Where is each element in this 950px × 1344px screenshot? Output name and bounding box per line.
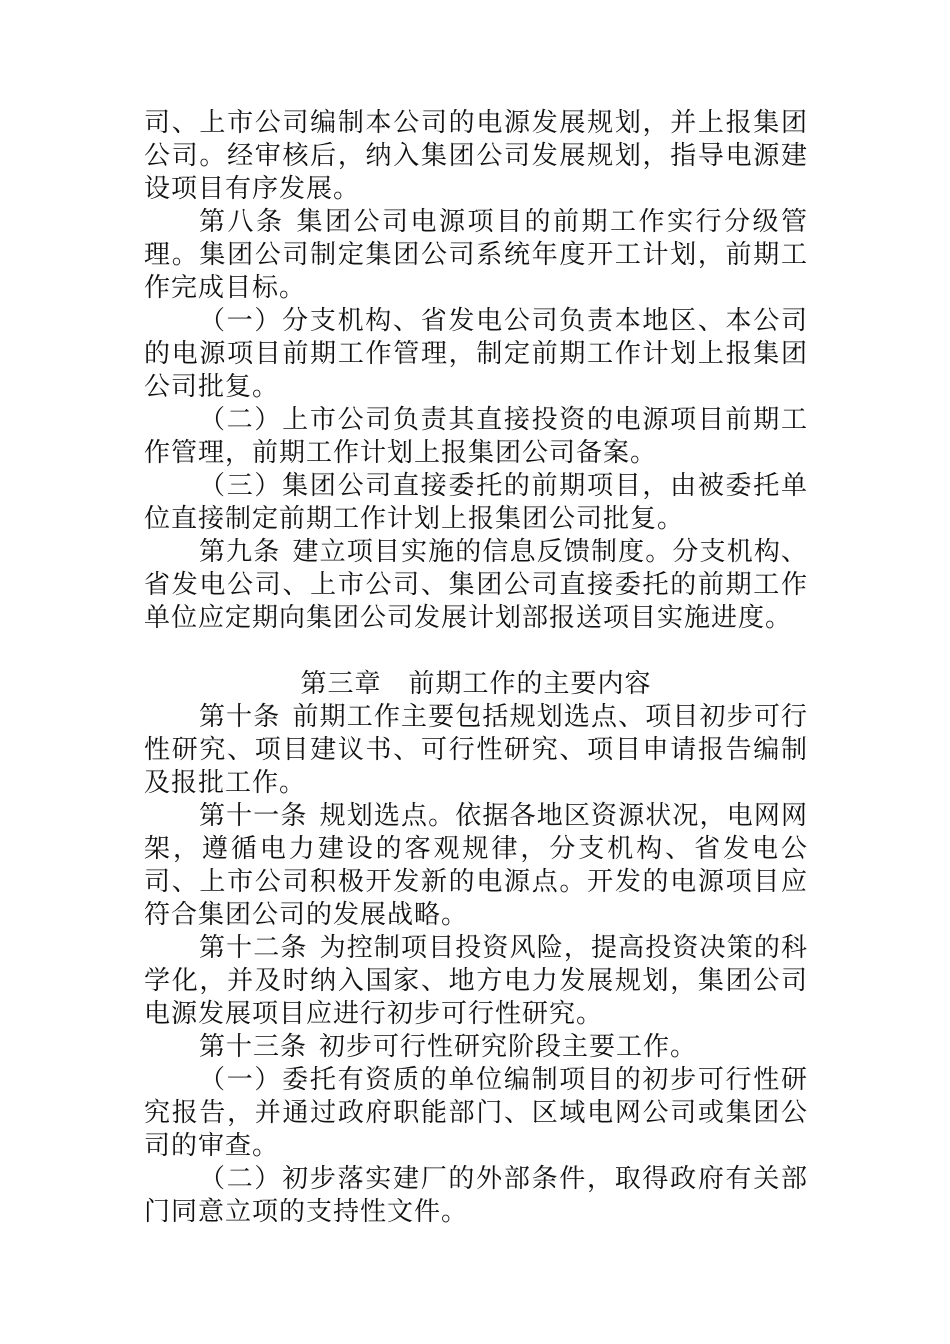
paragraph-text: （一）委托有资质的单位编制项目的初步可行性研究报告，并通过政府职能部门、区域电网公司或集团公司的审查。 (144, 1065, 808, 1161)
article-13-item-2 (144, 1163, 808, 1229)
paragraph-text: 前期工作主要包括规划选点、项目初步可行性研究、项目建议书、可行性研究、项目申请报告编制及报批工作。 (144, 702, 808, 798)
article-label: 第十条 (199, 702, 281, 732)
article-8 (144, 206, 808, 305)
paragraph-text: 规划选点。依据各地区资源状况，电网网架，遵循电力建设的客观规律，分支机构、省发电公司、上市公司积极开发新的电源点。开发的电源项目应符合集团公司的发展战略。 (144, 801, 808, 930)
paragraph-continuation (144, 107, 808, 206)
paragraph-text: （一）分支机构、省发电公司负责本地区、本公司的电源项目前期工作管理，制定前期工作计划上报集团公司批复。 (144, 306, 808, 402)
article-10 (144, 701, 808, 800)
article-label: 第十二条 (199, 933, 308, 963)
article-13 (144, 1031, 808, 1064)
paragraph-text: （三）集团公司直接委托的前期项目，由被委托单位直接制定前期工作计划上报集团公司批复。 (144, 471, 808, 534)
chapter-heading: 第三章 前期工作的主要内容 (300, 669, 652, 699)
article-label: 第九条 (199, 537, 281, 567)
article-11 (144, 800, 808, 932)
paragraph-text: 集团公司电源项目的前期工作实行分级管理。集团公司制定集团公司系统年度开工计划，前期工作完成目标。 (144, 207, 808, 303)
paragraph-text: （二）初步落实建厂的外部条件，取得政府有关部门同意立项的支持性文件。 (144, 1164, 808, 1227)
article-9 (144, 536, 808, 635)
article-label: 第十三条 (199, 1032, 308, 1062)
article-8-item-2 (144, 404, 808, 470)
paragraph-text: 为控制项目投资风险，提高投资决策的科学化，并及时纳入国家、地方电力发展规划，集团公司电源发展项目应进行初步可行性研究。 (144, 933, 808, 1029)
article-12 (144, 932, 808, 1031)
article-8-item-1 (144, 305, 808, 404)
article-13-item-1 (144, 1064, 808, 1163)
article-label: 第八条 (199, 207, 285, 237)
paragraph-text: 初步可行性研究阶段主要工作。 (319, 1032, 698, 1062)
paragraph-text: （二）上市公司负责其直接投资的电源项目前期工作管理，前期工作计划上报集团公司备案。 (144, 405, 808, 468)
article-label: 第十一条 (199, 801, 308, 831)
article-8-item-3 (144, 470, 808, 536)
paragraph-text: 建立项目实施的信息反馈制度。分支机构、省发电公司、上市公司、集团公司直接委托的前期工作单位应定期向集团公司发展计划部报送项目实施进度。 (144, 537, 808, 633)
paragraph-text: 司、上市公司编制本公司的电源发展规划，并上报集团公司。经审核后，纳入集团公司发展规划，指导电源建设项目有序发展。 (144, 108, 808, 204)
document-page (144, 107, 808, 1229)
